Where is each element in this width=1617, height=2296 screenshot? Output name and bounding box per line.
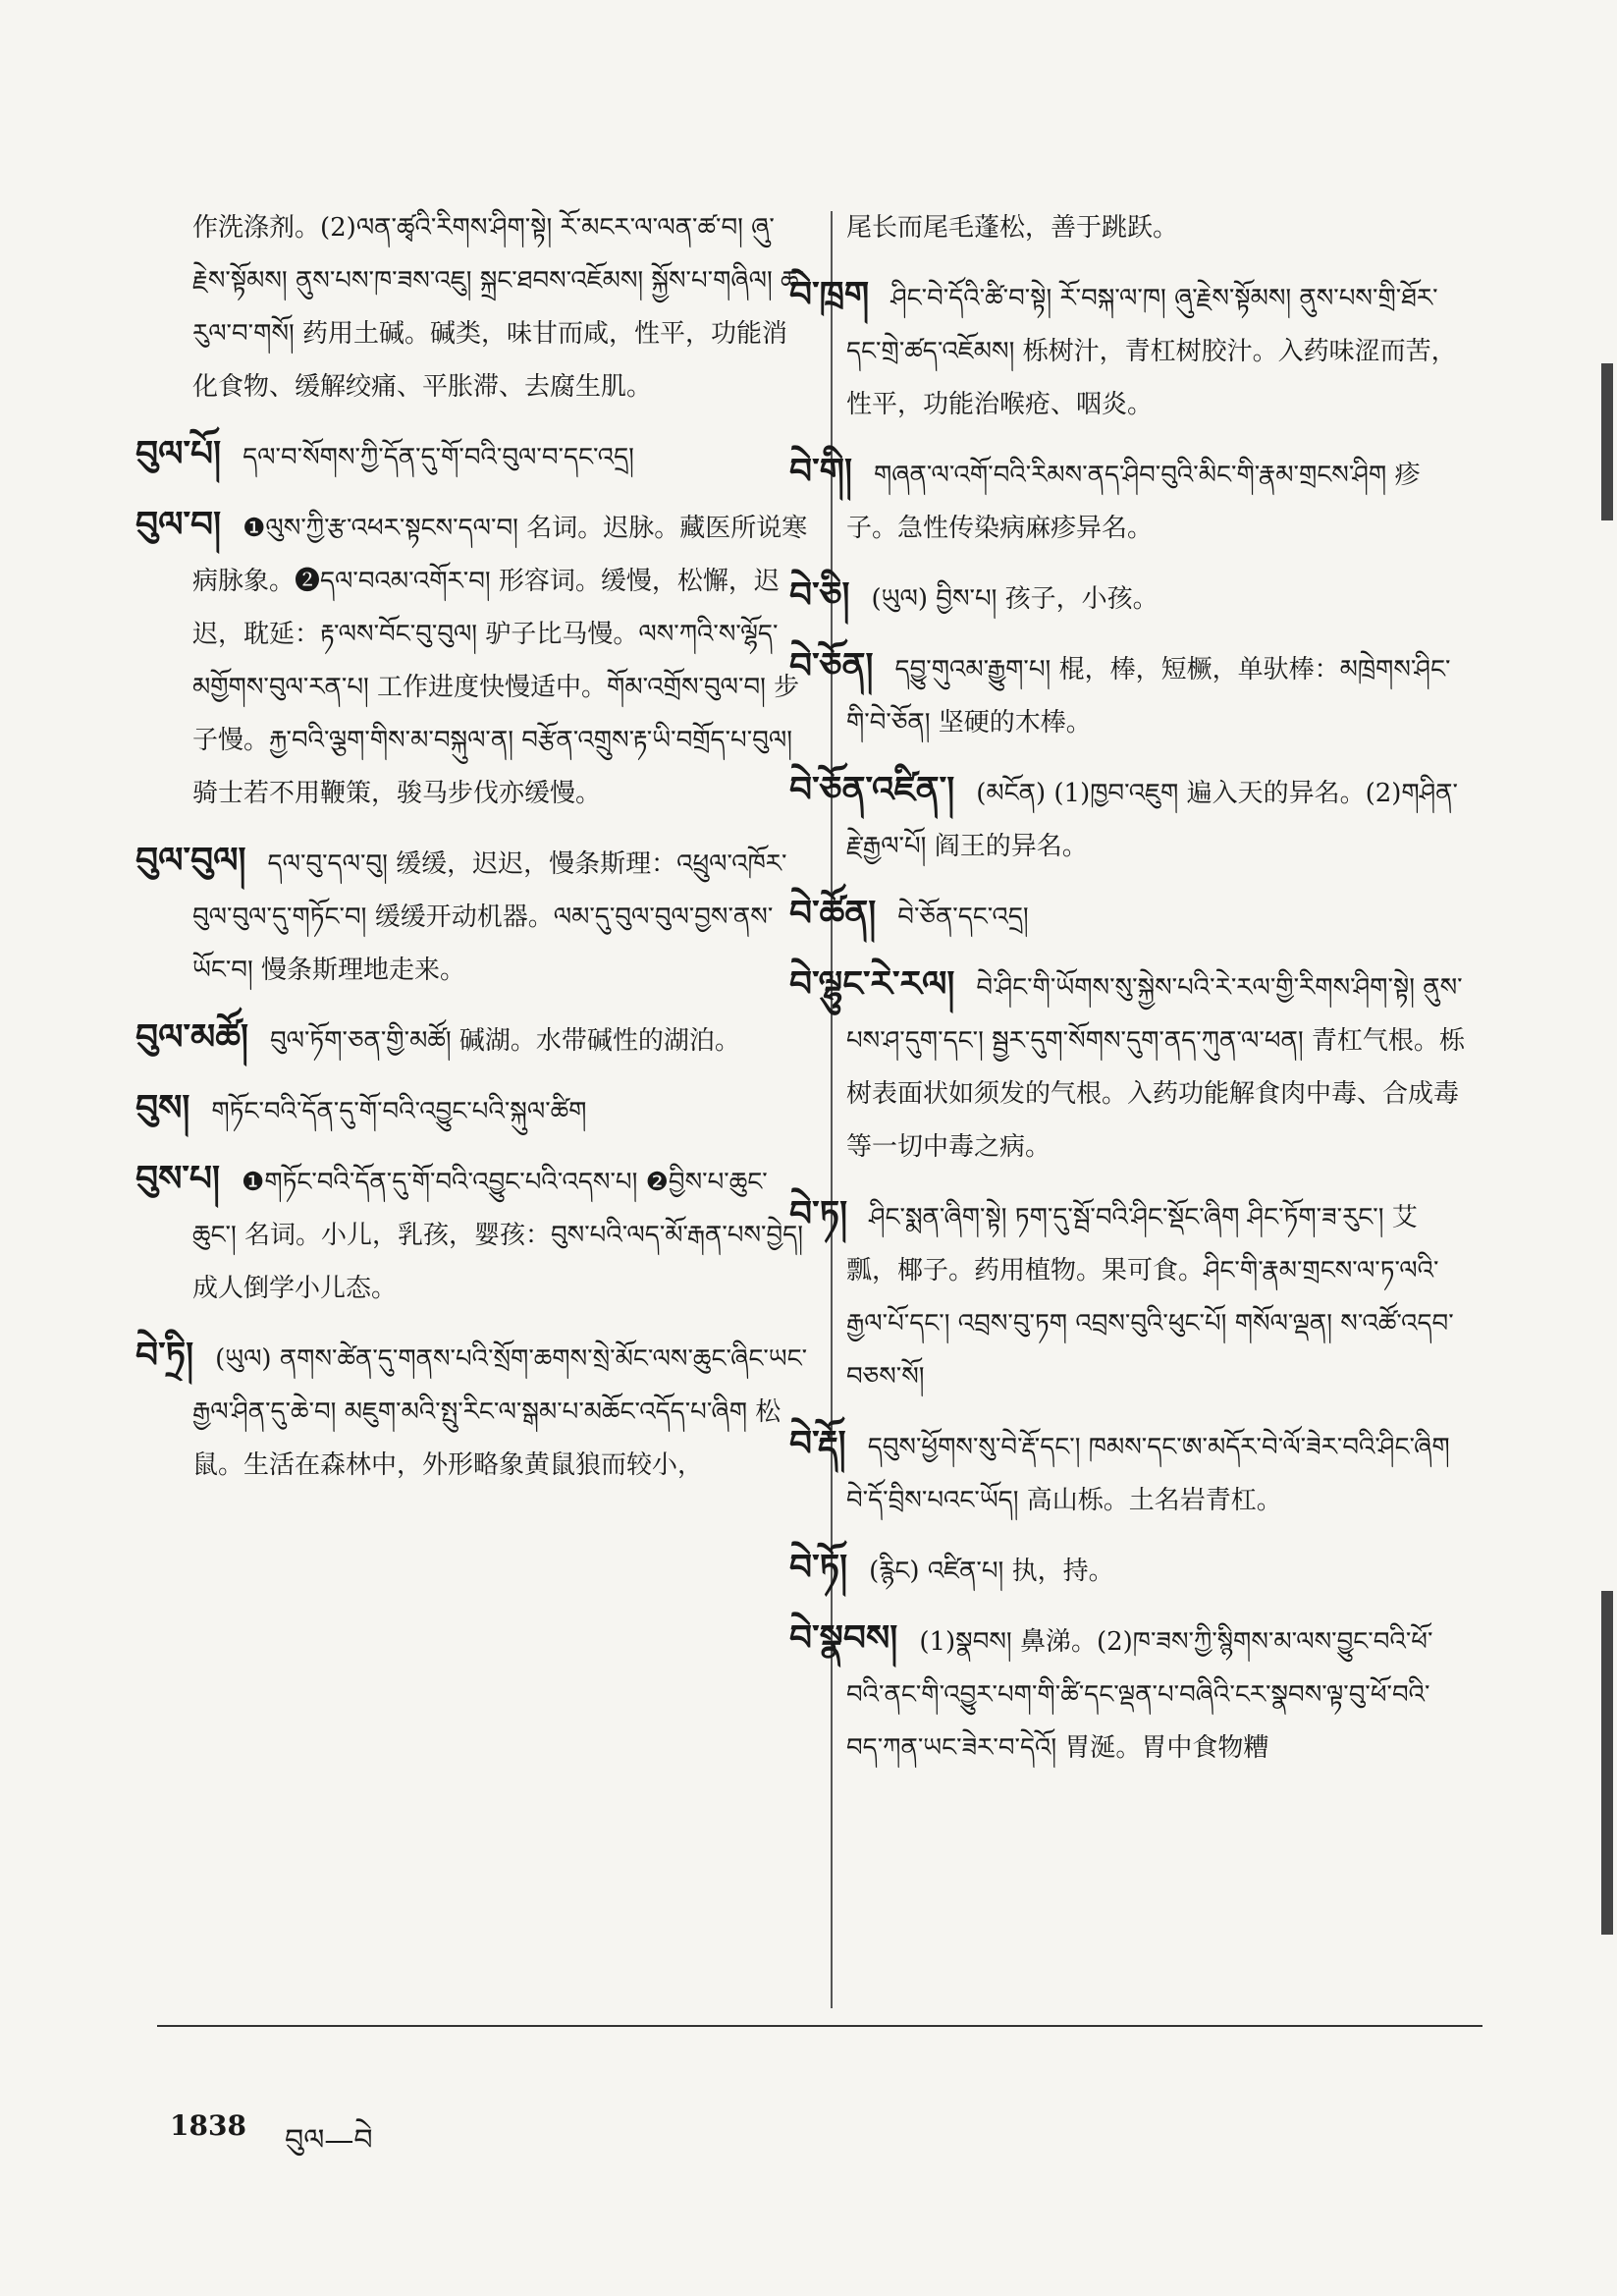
entry-definition: ❶གཏོང་བའི་དོན་དུ་གོ་བའི་འབྱུང་པའི་འདས་པ། ❷བྱིས་པ་ཆུང་ཆུང་། 名词。小儿，乳孩，婴孩：བུས་པའི་ལད་མོ་རྒན་པས་བྱེད། 成人倒学小儿态。 — [192, 1168, 803, 1303]
dictionary-entry — [789, 1612, 1465, 1775]
entry-headword: བེ་ཏྲི། — [135, 1335, 194, 1376]
entry-headword: བེ་གི། — [789, 451, 852, 492]
entry-definition: 尾长而尾毛蓬松，善于跳跃。 — [846, 213, 1179, 243]
entry-definition: ❶ལུས་ཀྱི་རྩ་འཕར་སྟངས་དལ་བ། 名词。迟脉。藏医所说寒病脉象。❷དལ་བའམ་འགོར་བ། 形容词。缓慢，松懈，迟迟，耽延：རྟ་ལས་བོང་བུ་བུལ། 驴子比马慢。ལས་ཀའི་ས་ལྷོད་མགྱོགས་བུལ་རན་པ། 工作进度快慢适中。གོམ་འགྲོས་བུལ་བ། 步子慢。རྐྱ་བའི་ལྕག་གིས་མ་བསྐུལ་ན། བརྩོན་འགྲུས་རྟ་ཡི་བགྲོད་པ་བུལ། 骑士若不用鞭策，骏马步伐亦缓慢。 — [192, 514, 808, 808]
entry-definition: གཞན་ལ་འགོ་བའི་རིམས་ནད་ཤིབ་བུའི་མིང་གི་རྣམ་གྲངས་ཤིག 疹子。急性传染病麻疹异名。 — [846, 461, 1421, 543]
entry-definition: (ཡུལ) ནགས་ཚེན་དུ་གནས་པའི་སྲོག་ཆགས་སྲེ་མོང་ལས་ཆུང་ཞིང་ཡང་རྒྱལ་ཤིན་དུ་ཆེ་བ། མཇུག་མའི་སྤུ་རིང་ལ་སྒམ་པ་མཆོང་འདོད་པ་ཞིག 松鼠。生活在森林中，外形略象黄鼠狼而较小， — [192, 1344, 808, 1480]
dictionary-entry — [789, 445, 1465, 555]
left-column — [135, 201, 811, 1505]
entry-headword: བེ་ལྷུང་རེ་རལ། — [789, 963, 955, 1005]
dictionary-entry — [135, 1011, 811, 1067]
entry-definition: བེ་ཅོན་དང་འདྲ། — [897, 902, 1029, 932]
entry-headword: བེ་ཅི། — [789, 574, 850, 616]
page-number: 1838 — [170, 2109, 246, 2142]
entry-headword: བུས། — [135, 1087, 190, 1128]
entry-definition: བུལ་ཏོག་ཅན་གྱི་མཚོ། 碱湖。水带碱性的湖泊。 — [269, 1026, 740, 1056]
entry-headword: བུལ་པོ། — [135, 433, 222, 474]
entry-definition: དལ་བ་སོགས་ཀྱི་དོན་དུ་གོ་བའི་བུལ་བ་དང་འདྲ། — [243, 443, 634, 472]
dictionary-entry — [135, 1081, 811, 1138]
dictionary-entry — [135, 834, 811, 997]
dictionary-entry — [789, 1541, 1465, 1598]
right-column — [789, 201, 1465, 1788]
entry-definition: 作洗涤剂。(2)ལན་ཚྭའི་རིགས་ཤིག་སྟེ། རོ་མངར་ལ་ལན་ཚ་བ། ཞུ་རྗེས་སྟོམས། ནུས་པས་ཁ་ཟས་འཇུ། སྐྲང་ཐབས་འཇོམས། སྐྱོས་པ་གཞིལ། ཆ་རུལ་བ་གསོ། 药用土碱。碱类，味甘而咸，性平，功能消化食物、缓解绞痛、平胀滞、去腐生肌。 — [192, 213, 804, 402]
running-head: བུལ—བེ — [285, 2123, 373, 2158]
entry-definition: (རྙིང) འཛིན་པ། 执，持。 — [869, 1557, 1114, 1586]
entry-definition: (ཡུལ) བྱིས་པ། 孩子，小孩。 — [871, 584, 1159, 614]
entry-definition: (མངོན) (1)ཁྱབ་འཇུག 遍入天的异名。(2)གཤིན་རྗེ་རྒྱལ་པོ། 阎王的异名。 — [846, 779, 1458, 861]
entry-headword: བེ་རྡོ། — [789, 1423, 846, 1464]
dictionary-entry — [789, 887, 1465, 944]
dictionary-entry — [135, 1152, 811, 1315]
entry-definition: ཤིང་བེ་དོའི་ཚི་བ་སྟེ། རོ་བསྐ་ལ་ཁ། ཞུ་རྗེས་སྟོམས། ནུས་པས་གྲི་ཐོར་དང་གྲེ་ཚད་འཇོམས། 栎树汁，青杠树胶汁。入药味涩而苦，性平，功能治喉疮、咽炎。 — [846, 284, 1457, 419]
scan-edge-marks — [1590, 0, 1617, 2296]
dictionary-entry — [789, 268, 1465, 431]
dictionary-entry — [789, 569, 1465, 626]
entry-headword: བེ་ཅོན། — [789, 645, 874, 686]
entry-headword: བེ་ཁྲག — [789, 274, 870, 315]
entry-definition: གཏོང་བའི་དོན་དུ་གོ་བའི་འབྱུང་པའི་སྐུལ་ཚིག — [211, 1097, 587, 1126]
dictionary-entry — [135, 498, 811, 820]
dictionary-entry — [135, 427, 811, 484]
entry-definition: ཤིང་སྨན་ཞིག་སྟེ། ཏག་དུ་སྦོ་བའི་ཤིང་སྡོང་ཞིག ཤིང་ཏོག་ཟ་རུང་། 艾瓢，椰子。药用植物。果可食。ཤིང་གི་རྣམ་གྲངས་ལ་ཏ་ལའི་རྒྱལ་པོ་དང་། འབྲས་བུ་ཏག འབྲས་བུའི་ཕུང་པོ། གསོལ་ལྡན། ས་འཚོ་འདབ་བཅས་སོ། — [846, 1203, 1454, 1392]
dictionary-entry — [192, 201, 811, 413]
dictionary-entry — [789, 957, 1465, 1174]
entry-definition: དབུས་ཕྱོགས་སུ་བེ་རྡོ་དང་། ཁམས་དང་ཨ་མདོར་བེ་ལོ་ཟེར་བའི་ཤིང་ཞིག བེ་དོ་བྲིས་པའང་ཡོད། 高山栎。土名岩青杠。 — [846, 1433, 1450, 1515]
dictionary-entry — [846, 201, 1465, 254]
dictionary-entry — [135, 1329, 811, 1492]
entry-headword: བེ་ཏ། — [789, 1193, 848, 1234]
footer-rule — [157, 2025, 1482, 2027]
entry-headword: བུལ་བ། — [135, 504, 222, 545]
entry-definition: བེ་ཤིང་གི་ཡོགས་སུ་སྐྱེས་པའི་རེ་རལ་གྱི་རིགས་ཤིག་སྟེ། ནུས་པས་ཤ་དུག་དང་། སྦྱར་དུག་སོགས་དུག་ནད་ཀུན་ལ་ཕན། 青杠气根。栎树表面状如须发的气根。入药功能解食肉中毒、合成毒等一切中毒之病。 — [846, 973, 1465, 1162]
entry-definition: དལ་བུ་དལ་བུ། 缓缓，迟迟，慢条斯理：འཕྲུལ་འཁོར་བུལ་བུལ་དུ་གཏོང་བ། 缓缓开动机器。ལམ་དུ་བུལ་བུལ་བྱས་ནས་ཡོང་བ། 慢条斯理地走来。 — [192, 849, 787, 985]
entry-headword: བུལ་མཚོ། — [135, 1016, 248, 1058]
entry-definition: (1)སྣབས། 鼻涕。(2)ཁ་ཟས་ཀྱི་སྙིགས་མ་ལས་བྱུང་བའི་ཕོ་བའི་ནང་གི་འབྱུར་པག་གི་ཚི་དང་ལྡན་པ་བཞིའི་ངར་སྣབས་ལྟ་བུ་ཕོ་བའི་བད་ཀན་ཡང་ཟེར་བ་དེའོ། 胃涎。胃中食物糟 — [846, 1627, 1433, 1763]
entry-headword: བེ་ཅོན་འཛིན་། — [789, 769, 955, 810]
entry-headword: བུལ་བུལ། — [135, 840, 246, 881]
entry-definition: དབྱུ་གུའམ་རྒྱུག་པ། 棍，棒，短橛，单驮棒：མཁྲེགས་ཤིང་གི་བེ་ཅོན། 坚硬的木棒。 — [846, 655, 1451, 738]
entry-headword: བེ་སྣབས། — [789, 1617, 898, 1659]
dictionary-entry — [789, 763, 1465, 873]
entry-headword: བུས་པ། — [135, 1158, 221, 1199]
dictionary-entry — [789, 639, 1465, 749]
entry-headword: བེ་ཏོ། — [789, 1547, 848, 1588]
dictionary-entry — [789, 1417, 1465, 1527]
dictionary-entry — [789, 1187, 1465, 1403]
entry-headword: བེ་ཚོན། — [789, 893, 877, 934]
